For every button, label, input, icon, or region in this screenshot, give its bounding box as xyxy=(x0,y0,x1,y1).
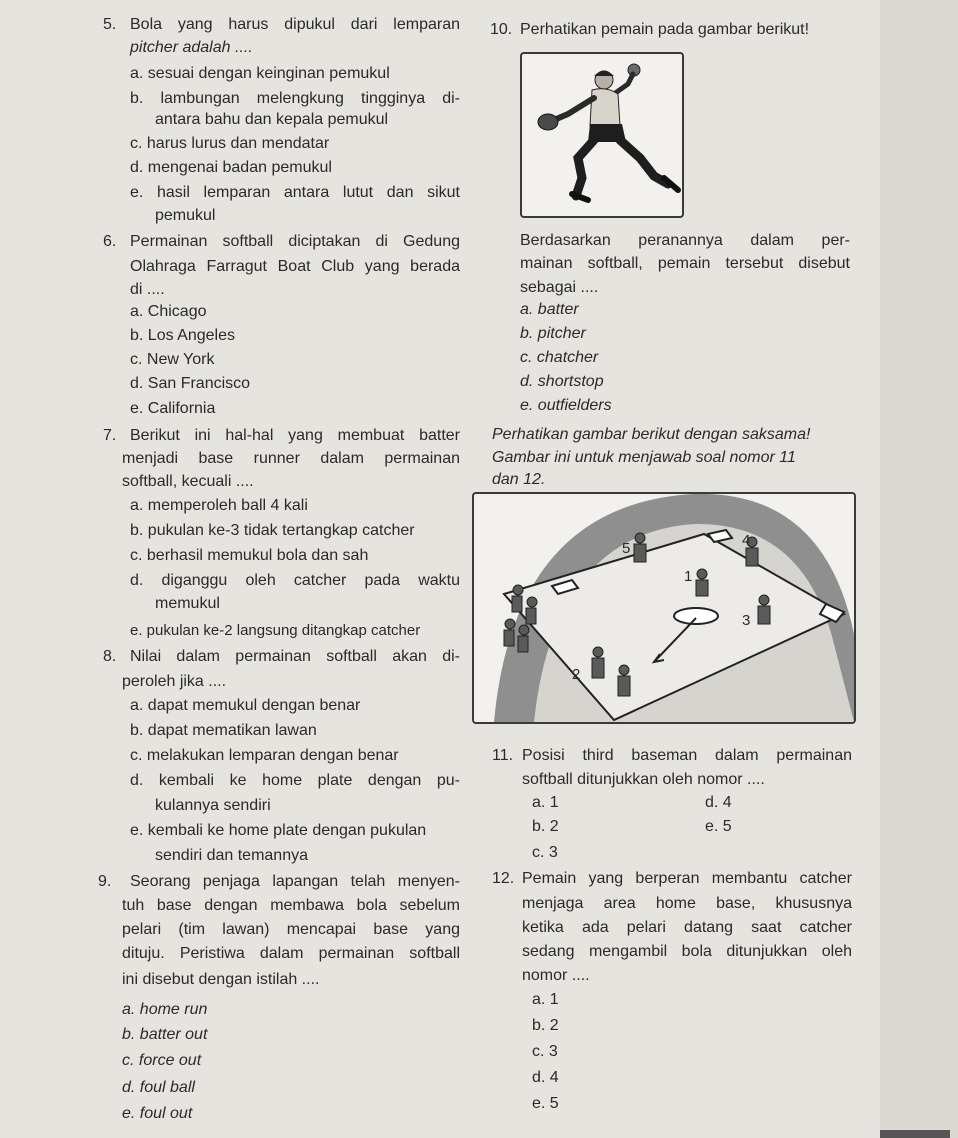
pitcher-figure xyxy=(520,52,684,218)
q12-option-c[interactable]: c. 3 xyxy=(532,1043,558,1060)
q9-option-b[interactable]: b. batter out xyxy=(122,1026,208,1043)
intro-line3: dan 12. xyxy=(492,471,546,488)
q8-option-d-line1[interactable]: d. kembali ke home plate dengan pu- xyxy=(130,772,460,789)
q12-number: 12. xyxy=(492,870,515,887)
q12-option-b[interactable]: b. 2 xyxy=(532,1017,559,1034)
q6-stem-line1: Permainan softball diciptakan di Gedung xyxy=(130,233,460,250)
q9-stem-line5: ini disebut dengan istilah .... xyxy=(122,971,320,988)
q12-option-e[interactable]: e. 5 xyxy=(532,1095,559,1112)
q10-after-line2: mainan softball, pemain tersebut disebut xyxy=(520,255,850,272)
q6-option-e[interactable]: e. California xyxy=(130,400,216,417)
q6-stem-line2: Olahraga Farragut Boat Club yang berada xyxy=(130,258,460,275)
q7-option-e[interactable]: e. pukulan ke-2 langsung ditangkap catcher xyxy=(130,622,421,639)
q5-option-b-line1[interactable]: b. lambungan melengkung tingginya di- xyxy=(130,90,460,107)
q8-option-e-line1[interactable]: e. kembali ke home plate dengan pukulan xyxy=(130,822,427,839)
q8-option-d-line2: kulannya sendiri xyxy=(155,797,271,814)
q7-stem-line2: menjadi base runner dalam permainan xyxy=(122,450,460,467)
q5-option-e-line1[interactable]: e. hasil lemparan antara lutut dan sikut xyxy=(130,184,460,201)
q7-option-d-line1[interactable]: d. diganggu oleh catcher pada waktu xyxy=(130,572,460,589)
q7-option-a[interactable]: a. memperoleh ball 4 kali xyxy=(130,497,308,514)
q12-stem-line2: menjaga area home base, khususnya xyxy=(522,895,852,912)
q11-option-e[interactable]: e. 5 xyxy=(705,818,732,835)
q12-stem-line3: ketika ada pelari datang saat catcher xyxy=(522,919,852,936)
q10-number: 10. xyxy=(490,21,513,38)
q12-option-a[interactable]: a. 1 xyxy=(532,991,559,1008)
q7-stem-line3: softball, kecuali .... xyxy=(122,473,254,490)
q7-number: 7. xyxy=(103,427,117,444)
q6-option-d[interactable]: d. San Francisco xyxy=(130,375,251,392)
q11-option-b[interactable]: b. 2 xyxy=(532,818,559,835)
q5-option-d[interactable]: d. mengenai badan pemukul xyxy=(130,159,332,176)
q10-option-c[interactable]: c. chatcher xyxy=(520,349,599,366)
q9-stem-line4: dituju. Peristiwa dalam permainan softball xyxy=(122,945,460,962)
q9-stem-line3: pelari (tim lawan) mencapai base yang xyxy=(122,921,460,938)
q12-option-d[interactable]: d. 4 xyxy=(532,1069,559,1086)
field-label-2: 2 xyxy=(572,666,581,683)
q9-option-d[interactable]: d. foul ball xyxy=(122,1079,195,1096)
q9-number: 9. xyxy=(98,873,112,890)
q10-option-e[interactable]: e. outfielders xyxy=(520,397,612,414)
q5-option-b-line2: antara bahu dan kepala pemukul xyxy=(155,111,389,128)
field-label-1: 1 xyxy=(684,568,693,585)
q9-option-c[interactable]: c. force out xyxy=(122,1052,202,1069)
q10-option-b[interactable]: b. pitcher xyxy=(520,325,586,342)
q5-stem-line2: pitcher adalah .... xyxy=(130,39,253,56)
q7-option-d-line2: memukul xyxy=(155,595,220,612)
q8-option-a[interactable]: a. dapat memukul dengan benar xyxy=(130,697,361,714)
q10-option-a[interactable]: a. batter xyxy=(520,301,579,318)
q8-number: 8. xyxy=(103,648,117,665)
q11-stem-line2: softball ditunjukkan oleh nomor .... xyxy=(522,771,765,788)
q8-option-e-line2: sendiri dan temannya xyxy=(155,847,308,864)
intro-line2: Gambar ini untuk menjawab soal nomor 11 xyxy=(492,449,796,466)
field-label-4: 4 xyxy=(742,532,751,549)
q7-stem-line1: Berikut ini hal-hal yang membuat batter xyxy=(130,427,460,444)
q11-option-d[interactable]: d. 4 xyxy=(705,794,732,811)
q6-option-a[interactable]: a. Chicago xyxy=(130,303,207,320)
softball-field-diagram xyxy=(474,494,854,722)
q10-option-d[interactable]: d. shortstop xyxy=(520,373,604,390)
q7-option-b[interactable]: b. pukulan ke-3 tidak tertangkap catcher xyxy=(130,522,415,539)
q10-stem: Perhatikan pemain pada gambar berikut! xyxy=(520,21,810,38)
q8-stem-line1: Nilai dalam permainan softball akan di- xyxy=(130,648,460,665)
q5-option-a[interactable]: a. sesuai dengan keinginan pemukul xyxy=(130,65,390,82)
softball-field-figure xyxy=(472,492,856,724)
q11-stem-line1: Posisi third baseman dalam permainan xyxy=(522,747,852,764)
q7-option-c[interactable]: c. berhasil memukul bola dan sah xyxy=(130,547,369,564)
q10-after-line1: Berdasarkan peranannya dalam per- xyxy=(520,232,850,249)
q6-option-c[interactable]: c. New York xyxy=(130,351,215,368)
q9-stem-line2: tuh base dengan membawa bola sebelum xyxy=(122,897,460,914)
q6-number: 6. xyxy=(103,233,117,250)
q8-option-c[interactable]: c. melakukan lemparan dengan benar xyxy=(130,747,399,764)
q10-after-line3: sebagai .... xyxy=(520,279,599,296)
q5-number: 5. xyxy=(103,16,117,33)
q8-option-b[interactable]: b. dapat mematikan lawan xyxy=(130,722,317,739)
q9-option-e[interactable]: e. foul out xyxy=(122,1105,193,1122)
q5-option-c[interactable]: c. harus lurus dan mendatar xyxy=(130,135,330,152)
q6-stem-line3: di .... xyxy=(130,281,165,298)
q12-stem-line5: nomor .... xyxy=(522,967,590,984)
q5-stem-line1: Bola yang harus dipukul dari lemparan xyxy=(130,16,460,33)
q6-option-b[interactable]: b. Los Angeles xyxy=(130,327,235,344)
q9-option-a[interactable]: a. home run xyxy=(122,1001,208,1018)
q5-option-e-line2: pemukul xyxy=(155,207,216,224)
q11-number: 11. xyxy=(492,747,514,764)
q11-option-a[interactable]: a. 1 xyxy=(532,794,559,811)
q9-stem-line1: Seorang penjaga lapangan telah menyen- xyxy=(130,873,460,890)
q11-option-c[interactable]: c. 3 xyxy=(532,844,558,861)
pitcher-illustration xyxy=(522,54,682,216)
q12-stem-line1: Pemain yang berperan membantu catcher xyxy=(522,870,852,887)
field-label-3: 3 xyxy=(742,612,751,629)
q8-stem-line2: peroleh jika .... xyxy=(122,673,227,690)
intro-line1: Perhatikan gambar berikut dengan saksama! xyxy=(492,426,811,443)
q12-stem-line4: sedang mengambil bola ditunjukkan oleh xyxy=(522,943,852,960)
field-label-5: 5 xyxy=(622,540,631,557)
